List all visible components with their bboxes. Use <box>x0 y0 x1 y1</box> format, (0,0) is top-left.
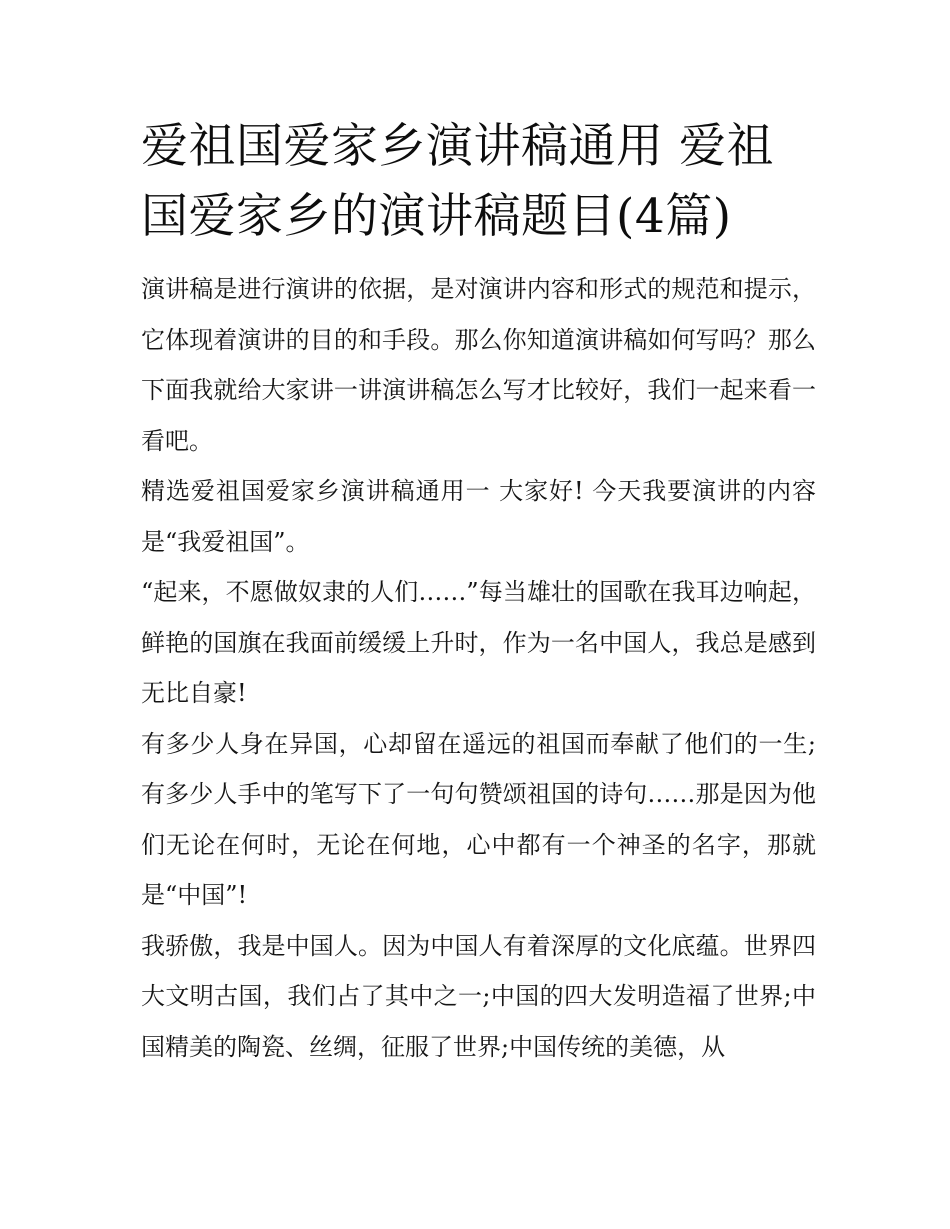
document-body <box>141 112 816 1072</box>
paragraph-devotion: 有多少人身在异国，心却留在遥远的祖国而奉献了他们的一生;有多少人手中的笔写下了一句句赞颂祖国的诗句……那是因为他们无论在何时，无论在何地，心中都有一个神圣的名字，那就是“中国”! <box>141 729 816 909</box>
paragraph-anthem: “起来，不愿做奴隶的人们……”每当雄壮的国歌在我耳边响起，鲜艳的国旗在我面前缓缓上升时，作为一名中国人，我总是感到无比自豪! <box>141 578 816 707</box>
paragraph-intro: 演讲稿是进行演讲的依据，是对演讲内容和形式的规范和提示，它体现着演讲的目的和手段。那么你知道演讲稿如何写吗？那么下面我就给大家讲一讲演讲稿怎么写才比较好，我们一起来看一看吧。 <box>141 275 816 455</box>
document-title: 爱祖国爱家乡演讲稿通用 爱祖国爱家乡的演讲稿题目(4篇) <box>141 119 774 244</box>
paragraph-greeting: 精选爱祖国爱家乡演讲稿通用一 大家好! 今天我要演讲的内容是“我爱祖国”。 <box>141 477 816 556</box>
paragraph-pride: 我骄傲，我是中国人。因为中国人有着深厚的文化底蕴。世界四大文明古国，我们占了其中之一;中国的四大发明造福了世界;中国精美的陶瓷、丝绸，征服了世界;中国传统的美德，从 <box>141 931 816 1061</box>
